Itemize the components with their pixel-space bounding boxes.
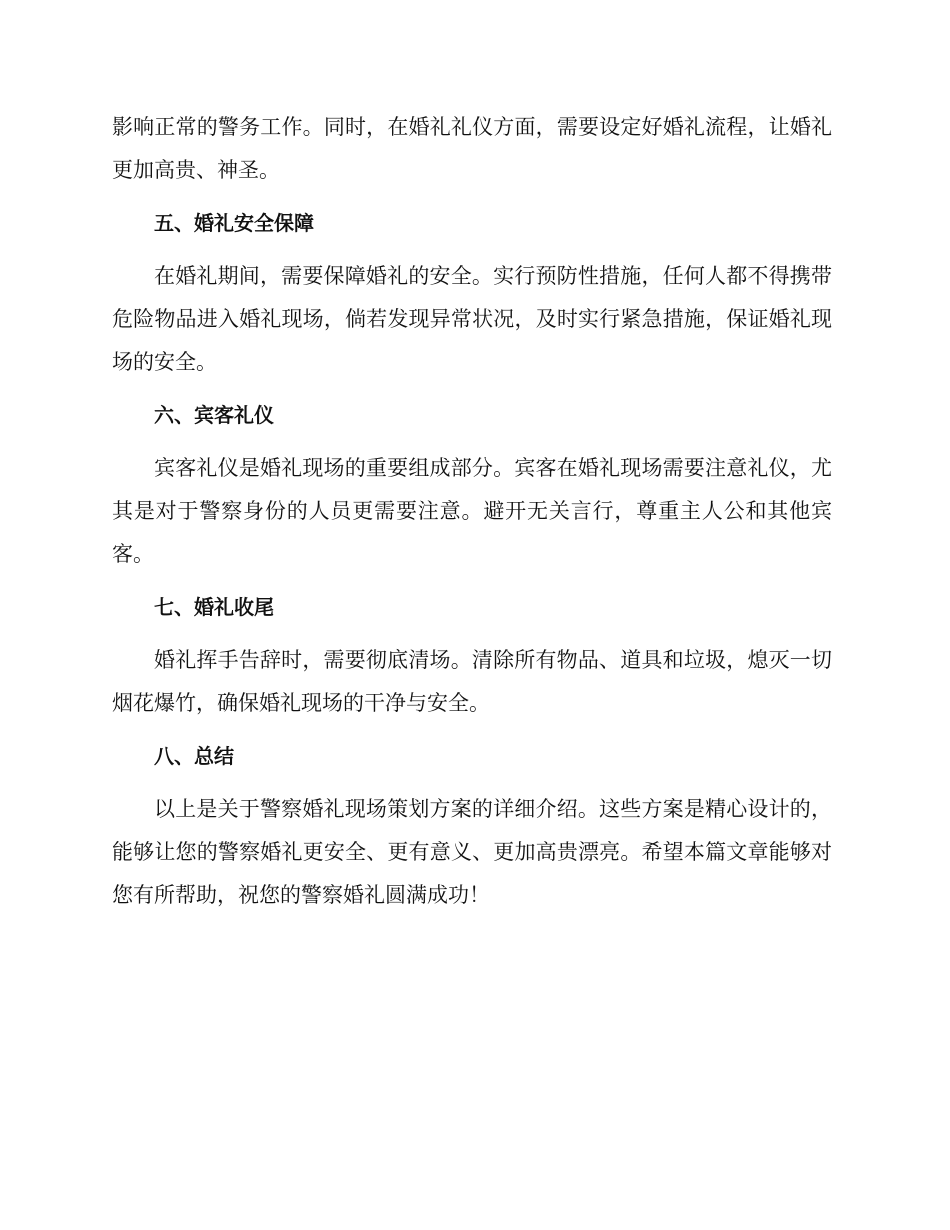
section-heading-8: 八、总结 <box>154 744 234 768</box>
section-heading-5: 五、婚礼安全保障 <box>154 211 314 235</box>
section-heading-7: 七、婚礼收尾 <box>154 595 274 619</box>
paragraph-guest-etiquette: 宾客礼仪是婚礼现场的重要组成部分。宾客在婚礼现场需要注意礼仪，尤其是对于警察身份的人员更需要注意。避开无关言行，尊重主人公和其他宾客。 <box>112 456 832 566</box>
section-heading-6: 六、宾客礼仪 <box>154 403 274 427</box>
paragraph-summary: 以上是关于警察婚礼现场策划方案的详细介绍。这些方案是精心设计的，能够让您的警察婚礼更安全、更有意义、更加高贵漂亮。希望本篇文章能够对您有所帮助，祝您的警察婚礼圆满成功！ <box>112 797 832 907</box>
paragraph-closing: 婚礼挥手告辞时，需要彻底清场。清除所有物品、道具和垃圾，熄灭一切烟花爆竹，确保婚礼现场的干净与安全。 <box>112 648 832 715</box>
paragraph-continuation: 影响正常的警务工作。同时，在婚礼礼仪方面，需要设定好婚礼流程，让婚礼更加高贵、神圣。 <box>112 115 832 182</box>
document-body <box>112 106 832 927</box>
paragraph-safety: 在婚礼期间，需要保障婚礼的安全。实行预防性措施，任何人都不得携带危险物品进入婚礼现场，倘若发现异常状况，及时实行紧急措施，保证婚礼现场的安全。 <box>112 264 832 374</box>
